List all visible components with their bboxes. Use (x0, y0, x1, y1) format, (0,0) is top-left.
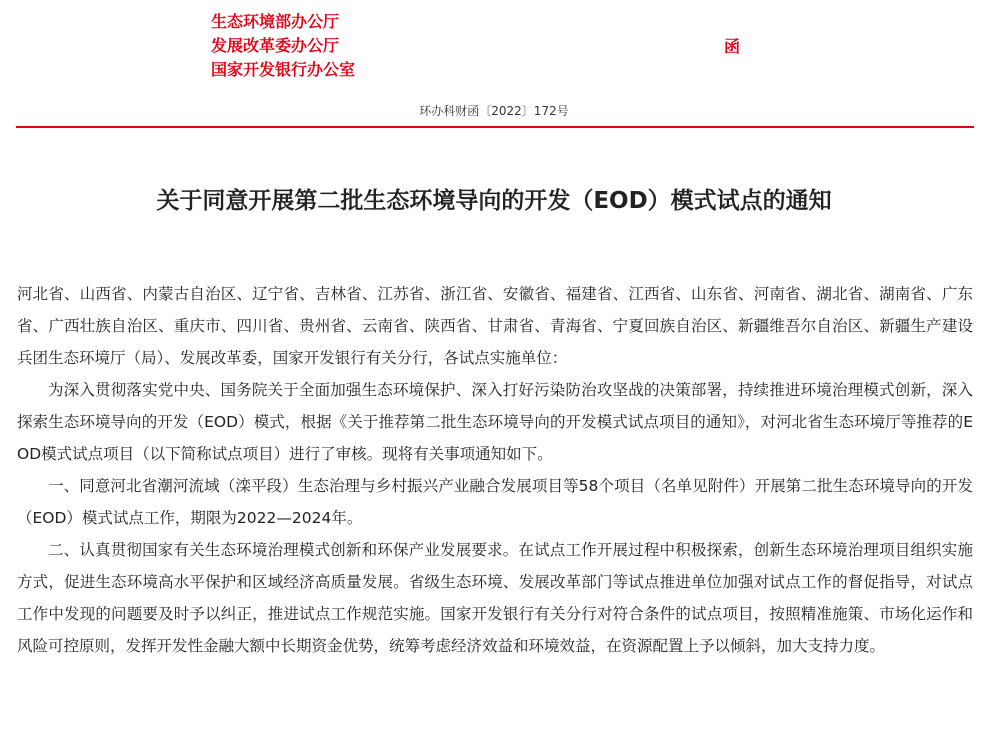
document-type-label: 函 (724, 37, 741, 56)
document-header (0, 0, 988, 130)
document-body (17, 278, 973, 662)
issuing-agencies (211, 10, 355, 82)
issuer-ecology-environment: 生态环境部办公厅 (211, 12, 340, 31)
body-paragraph-item-1: 一、同意河北省潮河流域（滦平段）生态治理与乡村振兴产业融合发展项目等58个项目（名单见附件）开展第二批生态环境导向的开发（EOD）模式试点工作，期限为2022—2024年。 (17, 477, 973, 527)
addressees-paragraph: 河北省、山西省、内蒙古自治区、辽宁省、吉林省、江苏省、浙江省、安徽省、福建省、江西省、山东省、河南省、湖北省、湖南省、广东省、广西壮族自治区、重庆市、四川省、贵州省、云南省、陕西省、甘肃省、青海省、宁夏回族自治区、新疆维吾尔自治区、新疆生产建设兵团生态环境厅（局）、发展改革委，国家开发银行有关分行，各试点实施单位： (17, 285, 973, 367)
document-title: 关于同意开展第二批生态环境导向的开发（EOD）模式试点的通知 (156, 188, 832, 215)
document-number: 环办科财函〔2022〕172号 (419, 104, 569, 118)
body-paragraph-intro: 为深入贯彻落实党中央、国务院关于全面加强生态环境保护、深入打好污染防治攻坚战的决策部署，持续推进环境治理模式创新，深入探索生态环境导向的开发（EOD）模式，根据《关于推荐第二批生态环境导向的开发模式试点项目的通知》，对河北省生态环境厅等推荐的EOD模式试点项目（以下简称试点项目）进行了审核。现将有关事项通知如下。 (17, 381, 973, 463)
issuer-development-bank: 国家开发银行办公室 (211, 60, 356, 79)
issuer-development-reform: 发展改革委办公厅 (211, 36, 340, 55)
red-header-divider (16, 126, 974, 128)
body-paragraph-item-2: 二、认真贯彻国家有关生态环境治理模式创新和环保产业发展要求。在试点工作开展过程中积极探索，创新生态环境治理项目组织实施方式，促进生态环境高水平保护和区域经济高质量发展。省级生态环境、发展改革部门等试点推进单位加强对试点工作的督促指导，对试点工作中发现的问题要及时予以纠正，推进试点工作规范实施。国家开发银行有关分行对符合条件的试点项目，按照精准施策、市场化运作和风险可控原则，发挥开发性金融大额中长期资金优势，统筹考虑经济效益和环境效益，在资源配置上予以倾斜，加大支持力度。 (17, 541, 973, 655)
